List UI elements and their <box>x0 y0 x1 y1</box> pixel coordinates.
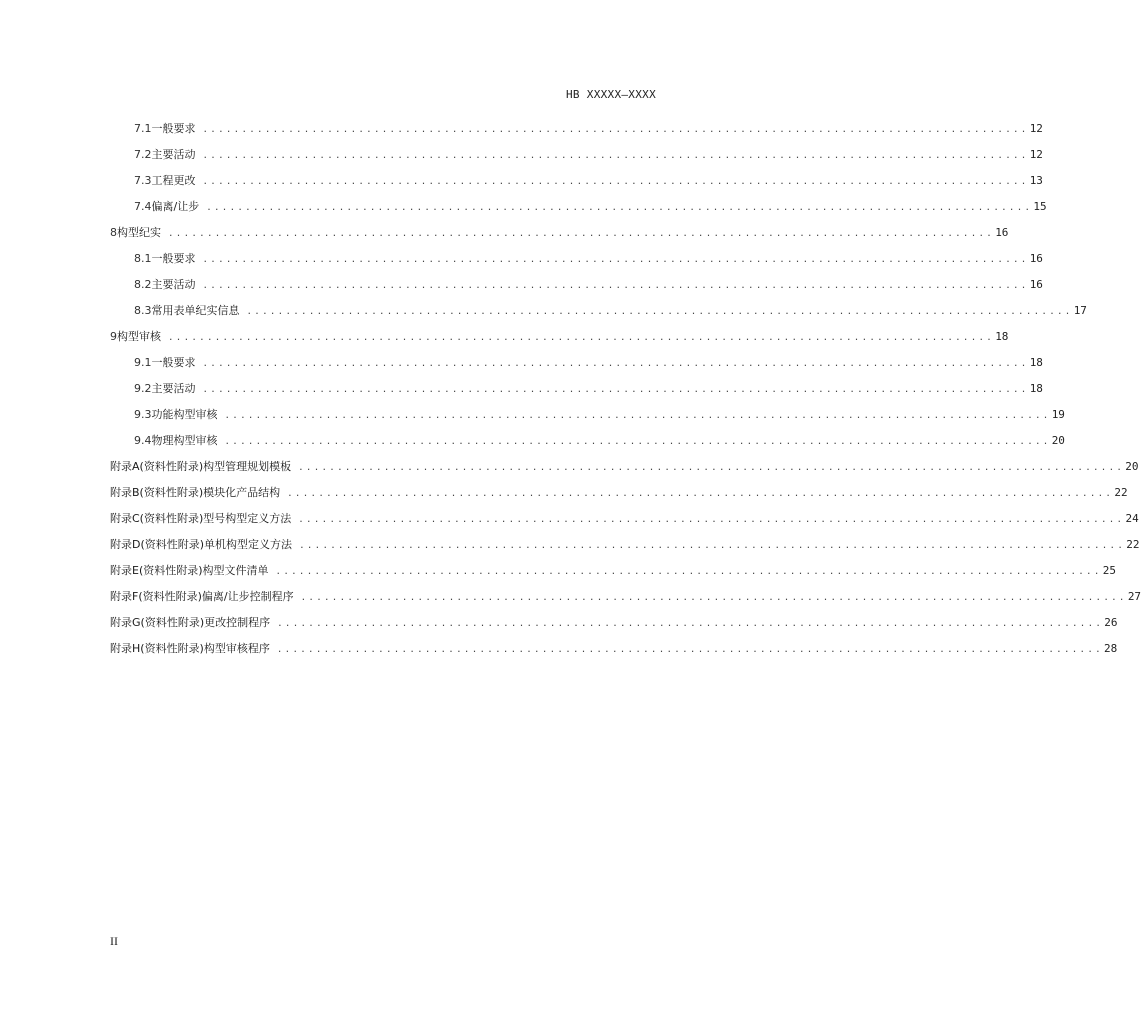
toc-entry[interactable] <box>110 401 1065 427</box>
toc-entry-page: 20 <box>1051 433 1065 447</box>
dot-leader: . . . . . . . . . . . . . . . . . . . . . . . . . . . . . . . . . . . . . . . . . . . . . . . . . . . . . . . . . . . . . . . . . . . . . . . . . . . . . . . . . . . . . . . . . . . . . . . . . . . . . . . . . . <box>278 615 1101 629</box>
dot-leader: . . . . . . . . . . . . . . . . . . . . . . . . . . . . . . . . . . . . . . . . . . . . . . . . . . . . . . . . . . . . . . . . . . . . . . . . . . . . . . . . . . . . . . . . . . . . . . . . . . . . . . . . . . <box>299 511 1122 525</box>
dot-leader: . . . . . . . . . . . . . . . . . . . . . . . . . . . . . . . . . . . . . . . . . . . . . . . . . . . . . . . . . . . . . . . . . . . . . . . . . . . . . . . . . . . . . . . . . . . . . . . . . . . . . . . . . . <box>203 121 1026 135</box>
document-code: HB XXXXX—XXXX <box>566 88 656 101</box>
toc-entry-title: 常用表单纪实信息 <box>151 303 240 317</box>
table-of-contents <box>110 115 1141 661</box>
toc-entry-number: 9.3 <box>134 407 152 421</box>
toc-entry-page: 28 <box>1104 641 1118 655</box>
toc-entry[interactable] <box>110 453 1139 479</box>
toc-entry-title: 附录C(资料性附录)型号构型定义方法 <box>110 511 292 525</box>
dot-leader: . . . . . . . . . . . . . . . . . . . . . . . . . . . . . . . . . . . . . . . . . . . . . . . . . . . . . . . . . . . . . . . . . . . . . . . . . . . . . . . . . . . . . . . . . . . . . . . . . . . . . . . . . . <box>203 355 1026 369</box>
dot-leader: . . . . . . . . . . . . . . . . . . . . . . . . . . . . . . . . . . . . . . . . . . . . . . . . . . . . . . . . . . . . . . . . . . . . . . . . . . . . . . . . . . . . . . . . . . . . . . . . . . . . . . . . . . <box>301 589 1124 603</box>
toc-entry-number: 9.4 <box>134 433 152 447</box>
toc-entry-page: 16 <box>1029 251 1043 265</box>
toc-entry-page: 20 <box>1125 459 1139 473</box>
dot-leader: . . . . . . . . . . . . . . . . . . . . . . . . . . . . . . . . . . . . . . . . . . . . . . . . . . . . . . . . . . . . . . . . . . . . . . . . . . . . . . . . . . . . . . . . . . . . . . . . . . . . . . . . . . <box>277 641 1101 655</box>
toc-entry-page: 18 <box>1029 355 1043 369</box>
toc-entry-page: 19 <box>1051 407 1065 421</box>
toc-entry-number: 8 <box>110 225 117 239</box>
toc-entry[interactable] <box>110 635 1118 661</box>
toc-entry[interactable] <box>110 479 1128 505</box>
toc-entry[interactable] <box>110 323 1009 349</box>
toc-entry-page: 22 <box>1114 485 1128 499</box>
toc-entry-number: 7.4 <box>134 199 152 213</box>
toc-entry-page: 22 <box>1126 537 1140 551</box>
toc-entry-number: 7.2 <box>134 147 152 161</box>
page-number: II <box>110 934 118 948</box>
dot-leader: . . . . . . . . . . . . . . . . . . . . . . . . . . . . . . . . . . . . . . . . . . . . . . . . . . . . . . . . . . . . . . . . . . . . . . . . . . . . . . . . . . . . . . . . . . . . . . . . . . . . . . . . . . <box>203 147 1026 161</box>
toc-entry[interactable] <box>110 167 1043 193</box>
toc-entry-page: 24 <box>1125 511 1139 525</box>
toc-entry-page: 27 <box>1127 589 1141 603</box>
toc-entry-title: 构型纪实 <box>117 225 161 239</box>
dot-leader: . . . . . . . . . . . . . . . . . . . . . . . . . . . . . . . . . . . . . . . . . . . . . . . . . . . . . . . . . . . . . . . . . . . . . . . . . . . . . . . . . . . . . . . . . . . . . . . . . . . . . . . . . . <box>203 277 1026 291</box>
dot-leader: . . . . . . . . . . . . . . . . . . . . . . . . . . . . . . . . . . . . . . . . . . . . . . . . . . . . . . . . . . . . . . . . . . . . . . . . . . . . . . . . . . . . . . . . . . . . . . . . . . . . . . . . . . <box>288 485 1111 499</box>
toc-entry-title: 主要活动 <box>151 381 196 395</box>
toc-entry-number: 9.1 <box>134 355 152 369</box>
toc-entry-page: 16 <box>1029 277 1043 291</box>
toc-entry-number: 8.1 <box>134 251 152 265</box>
toc-entry-page: 25 <box>1102 563 1116 577</box>
toc-entry[interactable] <box>110 349 1043 375</box>
dot-leader: . . . . . . . . . . . . . . . . . . . . . . . . . . . . . . . . . . . . . . . . . . . . . . . . . . . . . . . . . . . . . . . . . . . . . . . . . . . . . . . . . . . . . . . . . . . . . . . . . . . . . . . . . . <box>207 199 1030 213</box>
toc-entry-page: 12 <box>1029 121 1043 135</box>
toc-entry-title: 附录H(资料性附录)构型审核程序 <box>110 641 270 655</box>
dot-leader: . . . . . . . . . . . . . . . . . . . . . . . . . . . . . . . . . . . . . . . . . . . . . . . . . . . . . . . . . . . . . . . . . . . . . . . . . . . . . . . . . . . . . . . . . . . . . . . . . . . . . . . . . . <box>299 459 1122 473</box>
toc-entry[interactable] <box>110 219 1009 245</box>
toc-entry-number: 7.3 <box>134 173 152 187</box>
toc-entry[interactable] <box>110 271 1043 297</box>
toc-entry-page: 17 <box>1073 303 1087 317</box>
dot-leader: . . . . . . . . . . . . . . . . . . . . . . . . . . . . . . . . . . . . . . . . . . . . . . . . . . . . . . . . . . . . . . . . . . . . . . . . . . . . . . . . . . . . . . . . . . . . . . . . . . . . . . . . . . <box>169 225 992 239</box>
toc-entry[interactable] <box>110 557 1116 583</box>
toc-entry-title: 偏离/让步 <box>151 199 200 213</box>
toc-entry-number: 9.2 <box>134 381 152 395</box>
toc-entry-title: 附录E(资料性附录)构型文件清单 <box>110 563 269 577</box>
dot-leader: . . . . . . . . . . . . . . . . . . . . . . . . . . . . . . . . . . . . . . . . . . . . . . . . . . . . . . . . . . . . . . . . . . . . . . . . . . . . . . . . . . . . . . . . . . . . . . . . . . . . . . . . . . <box>169 329 992 343</box>
toc-entry-title: 一般要求 <box>151 121 196 135</box>
dot-leader: . . . . . . . . . . . . . . . . . . . . . . . . . . . . . . . . . . . . . . . . . . . . . . . . . . . . . . . . . . . . . . . . . . . . . . . . . . . . . . . . . . . . . . . . . . . . . . . . . . . . . . . . . . <box>276 563 1099 577</box>
toc-entry-number: 8.3 <box>134 303 152 317</box>
toc-entry[interactable] <box>110 245 1043 271</box>
toc-entry-title: 工程更改 <box>151 173 196 187</box>
toc-entry-page: 16 <box>995 225 1009 239</box>
toc-entry-title: 主要活动 <box>151 277 196 291</box>
toc-entry-title: 附录F(资料性附录)偏离/让步控制程序 <box>110 589 294 603</box>
toc-entry-title: 构型审核 <box>117 329 161 343</box>
toc-entry-page: 12 <box>1029 147 1043 161</box>
toc-entry[interactable] <box>110 427 1065 453</box>
toc-entry-title: 一般要求 <box>151 251 196 265</box>
toc-entry-title: 附录B(资料性附录)模块化产品结构 <box>110 485 281 499</box>
toc-entry-title: 主要活动 <box>151 147 196 161</box>
toc-entry[interactable] <box>110 531 1140 557</box>
toc-entry[interactable] <box>110 141 1043 167</box>
toc-entry-number: 7.1 <box>134 121 152 135</box>
toc-entry[interactable] <box>110 609 1118 635</box>
dot-leader: . . . . . . . . . . . . . . . . . . . . . . . . . . . . . . . . . . . . . . . . . . . . . . . . . . . . . . . . . . . . . . . . . . . . . . . . . . . . . . . . . . . . . . . . . . . . . . . . . . . . . . . . . . <box>203 381 1026 395</box>
toc-entry-title: 物理构型审核 <box>151 433 218 447</box>
toc-entry-page: 15 <box>1033 199 1047 213</box>
toc-entry[interactable] <box>110 193 1047 219</box>
toc-entry-number: 9 <box>110 329 117 343</box>
toc-entry-title: 一般要求 <box>151 355 196 369</box>
toc-entry-page: 26 <box>1104 615 1118 629</box>
toc-entry-title: 附录D(资料性附录)单机构型定义方法 <box>110 537 293 551</box>
toc-entry[interactable] <box>110 583 1141 609</box>
toc-entry-number: 8.2 <box>134 277 152 291</box>
toc-entry-page: 13 <box>1029 173 1043 187</box>
toc-entry-title: 附录G(资料性附录)更改控制程序 <box>110 615 271 629</box>
toc-entry[interactable] <box>110 297 1087 323</box>
toc-entry[interactable] <box>110 115 1043 141</box>
dot-leader: . . . . . . . . . . . . . . . . . . . . . . . . . . . . . . . . . . . . . . . . . . . . . . . . . . . . . . . . . . . . . . . . . . . . . . . . . . . . . . . . . . . . . . . . . . . . . . . . . . . . . . . . . . <box>247 303 1070 317</box>
dot-leader: . . . . . . . . . . . . . . . . . . . . . . . . . . . . . . . . . . . . . . . . . . . . . . . . . . . . . . . . . . . . . . . . . . . . . . . . . . . . . . . . . . . . . . . . . . . . . . . . . . . . . . . . . . <box>225 407 1048 421</box>
toc-entry-title: 功能构型审核 <box>151 407 218 421</box>
dot-leader: . . . . . . . . . . . . . . . . . . . . . . . . . . . . . . . . . . . . . . . . . . . . . . . . . . . . . . . . . . . . . . . . . . . . . . . . . . . . . . . . . . . . . . . . . . . . . . . . . . . . . . . . . . <box>300 537 1123 551</box>
dot-leader: . . . . . . . . . . . . . . . . . . . . . . . . . . . . . . . . . . . . . . . . . . . . . . . . . . . . . . . . . . . . . . . . . . . . . . . . . . . . . . . . . . . . . . . . . . . . . . . . . . . . . . . . . . <box>203 251 1026 265</box>
dot-leader: . . . . . . . . . . . . . . . . . . . . . . . . . . . . . . . . . . . . . . . . . . . . . . . . . . . . . . . . . . . . . . . . . . . . . . . . . . . . . . . . . . . . . . . . . . . . . . . . . . . . . . . . . . <box>203 173 1026 187</box>
toc-entry-page: 18 <box>1029 381 1043 395</box>
toc-entry-page: 18 <box>995 329 1009 343</box>
toc-entry-title: 附录A(资料性附录)构型管理规划模板 <box>110 459 292 473</box>
toc-entry[interactable] <box>110 375 1043 401</box>
toc-entry[interactable] <box>110 505 1139 531</box>
dot-leader: . . . . . . . . . . . . . . . . . . . . . . . . . . . . . . . . . . . . . . . . . . . . . . . . . . . . . . . . . . . . . . . . . . . . . . . . . . . . . . . . . . . . . . . . . . . . . . . . . . . . . . . . . . <box>225 433 1048 447</box>
